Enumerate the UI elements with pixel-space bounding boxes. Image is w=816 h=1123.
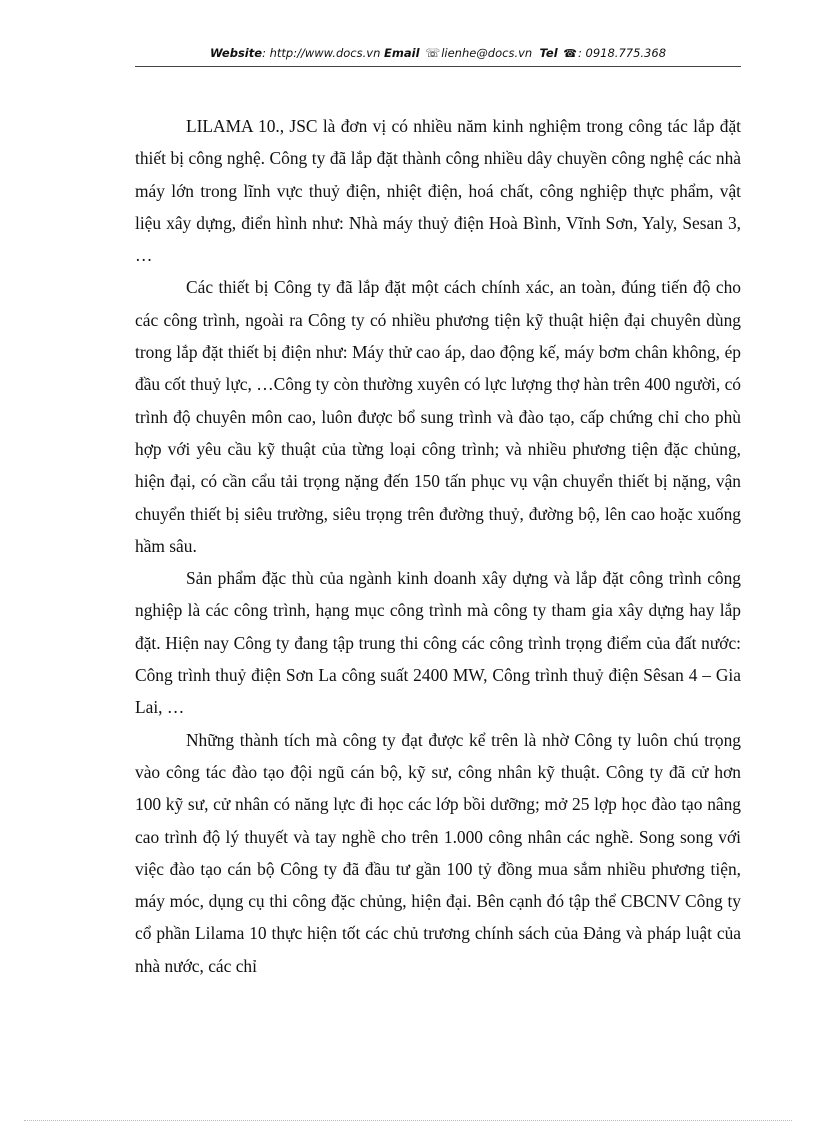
email-address[interactable]: lienhe@docs.vn <box>441 46 533 60</box>
page-header <box>135 46 741 66</box>
body-text <box>135 110 741 982</box>
paragraph-2: Các thiết bị Công ty đã lắp đặt một cách chính xác, an toàn, đúng tiến độ cho các công trình, ngoài ra Công ty có nhiều phương tiện kỹ thuật hiện đại chuyên dùng trong lắp đặt thiết bị điện như: Máy thử cao áp, dao động kế, máy bơm chân không, ép đầu cốt thuỷ lực, …Công ty còn thường xuyên có lực lượng thợ hàn trên 400 người, có trình độ chuyên môn cao, luôn được bổ sung trình và đào tạo, cấp chứng chỉ cho phù hợp với yêu cầu kỹ thuật của từng loại công trình; và nhiều phương tiện đặc chủng, hiện đại, có cần cẩu tải trọng nặng đến 150 tấn phục vụ vận chuyển thiết bị nặng, vận chuyển thiết bị siêu trường, siêu trọng trên đường thuỷ, đường bộ, lên cao hoặc xuống hầm sâu. <box>135 277 741 556</box>
paragraph-3: Sản phẩm đặc thù của ngành kinh doanh xây dựng và lắp đặt công trình công nghiệp là các công trình, hạng mục công trình mà công ty tham gia xây dựng hay lắp đặt. Hiện nay Công ty đang tập trung thi công các công trình trọng điểm của đất nước: Công trình thuỷ điện Sơn La công suất 2400 MW, Công trình thuỷ điện Sêsan 4 – Gia Lai, … <box>135 568 741 718</box>
website-label: Website <box>209 46 263 60</box>
phone-icon: ☎ <box>563 47 577 60</box>
website-url[interactable]: http://www.docs.vn <box>269 46 381 60</box>
tel-label: Tel <box>539 46 558 60</box>
website-separator: : <box>262 46 270 60</box>
email-label: Email <box>384 46 420 60</box>
tel-number: : 0918.775.368 <box>578 46 667 60</box>
email-icon: ☏ <box>425 46 441 60</box>
paragraph-1: LILAMA 10., JSC là đơn vị có nhiều năm kinh nghiệm trong công tác lắp đặt thiết bị công nghệ. Công ty đã lắp đặt thành công nhiều dây chuyền công nghệ các nhà máy lớn trong lĩnh vực thuỷ điện, nhiệt điện, hoá chất, công nghiệp thực phẩm, vật liệu xây dựng, điển hình như: Nhà máy thuỷ điện Hoà Bình, Vĩnh Sơn, Yaly, Sesan 3, … <box>135 116 741 266</box>
header-divider <box>135 66 741 67</box>
paragraph-4: Những thành tích mà công ty đạt được kể trên là nhờ Công ty luôn chú trọng vào công tác đào tạo đội ngũ cán bộ, kỹ sư, công nhân kỹ thuật. Công ty đã cử hơn 100 kỹ sư, cử nhân có năng lực đi học các lớp bồi dưỡng; mở 25 lợp học đào tạo nâng cao trình độ lý thuyết và tay nghề cho trên 1.000 công nhân các nghề. Song song với việc đào tạo cán bộ Công ty đã đầu tư gần 100 tỷ đồng mua sắm nhiều phương tiện, máy móc, dụng cụ thi công đặc chủng, hiện đại. Bên cạnh đó tập thể CBCNV Công ty cổ phần Lilama 10 thực hiện tốt các chủ trương chính sách của Đảng và pháp luật của nhà nước, các chỉ <box>135 729 741 976</box>
page-bottom-edge <box>24 1120 792 1121</box>
